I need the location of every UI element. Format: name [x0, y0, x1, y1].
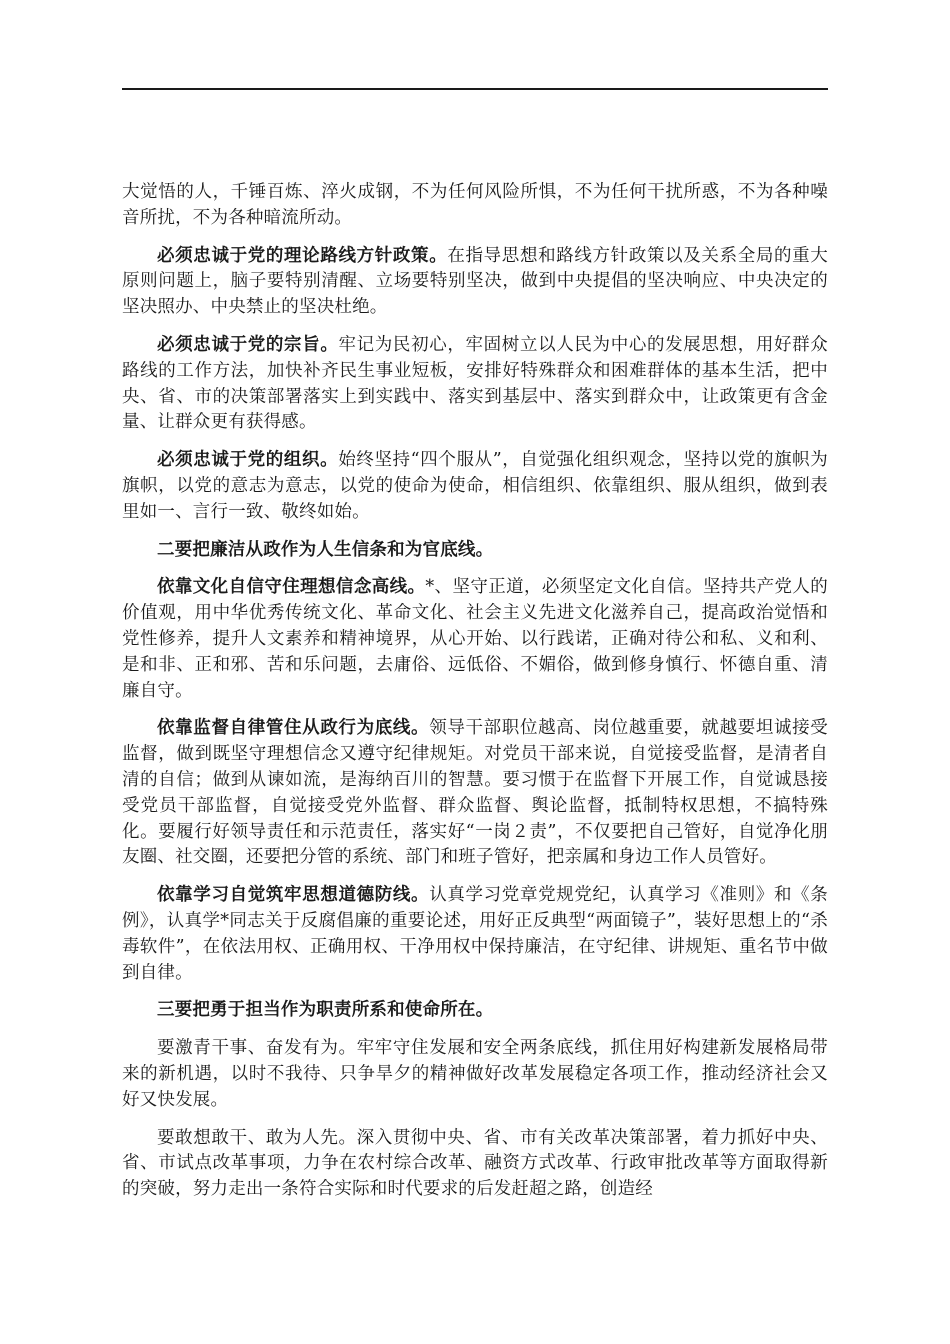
paragraph-11	[122, 1126, 828, 1203]
section-heading-text: 三要把勇于担当作为职责所系和使命所在。	[157, 1000, 494, 1021]
paragraph-text: 领导干部职位越高、岗位越重要，就越要坦诚接受监督，做到既坚守理想信念又遵守纪律规矩。对党员干部来说，自觉接受监督，是清者自清的自信；做到从谏如流，是海纳百川的智慧。要习惯于在监督下开展工作，自觉诚恳接受党员干部监督，自觉接受党外监督、群众监督、舆论监督，抵制特权思想，不搞特殊化。要履行好领导责任和示范责任，落实好“一岗２责”，不仅要把自己管好，自觉净化朋友圈、社交圈，还要把分管的系统、部门和班子管好，把亲属和身边工作人员管好。	[122, 718, 829, 868]
paragraph-lead: 依靠文化自信守住理想信念高线。	[157, 577, 426, 598]
paragraph-3	[122, 333, 828, 436]
paragraph-text: 认真学习党章党规党纪，认真学习《准则》和《条例》，认真学*同志关于反腐倡廉的重要论述，用好正反典型“两面镜子”，装好思想上的“杀毒软件”，在依法用权、正确用权、干净用权中保持廉洁，在守纪律、讲规矩、重名节中做到自律。	[122, 885, 829, 983]
paragraph-2	[122, 244, 828, 321]
paragraph-text: 在指导思想和路线方针政策以及关系全局的重大原则问题上，脑子要特别清醒、立场要特别坚决，做到中央提倡的坚决响应、中央决定的坚决照办、中央禁止的坚决杜绝。	[122, 245, 828, 318]
header-rule	[122, 88, 828, 90]
paragraph-text: *、坚守正道，必须坚定文化自信。坚持共产党人的价值观，用中华优秀传统文化、革命文化、社会主义先进文化滋养自己，提高政治觉悟和党性修养，提升人文素养和精神境界，从心开始、以行践诺，正确对待公和私、义和利、是和非、正和邪、苦和乐问题，去庸俗、远低俗、不媚俗，做到修身慎行、怀德自重、清廉自守。	[122, 577, 829, 701]
document-body	[122, 180, 828, 1215]
paragraph-lead: 依靠监督自律管住从政行为底线。	[157, 718, 430, 739]
paragraph-lead: 必须忠诚于党的组织。	[157, 450, 339, 471]
paragraph-7	[122, 716, 828, 871]
paragraph-lead: 必须忠诚于党的宗旨。	[157, 334, 339, 355]
paragraph-4	[122, 448, 828, 525]
paragraph-text: 牢记为民初心，牢固树立以人民为中心的发展思想，用好群众路线的工作方法，加快补齐民生事业短板，安排好特殊群众和困难群体的基本生活，把中央、省、市的决策部署落实上到实践中、落实到基层中、落实到群众中，让政策更有含金量、让群众更有获得感。	[122, 334, 829, 433]
paragraph-text: 要敢想敢干、敢为人先。深入贯彻中央、省、市有关改革决策部署，着力抓好中央、省、市试点改革事项，力争在农村综合改革、融资方式改革、行政审批改革等方面取得新的突破，努力走出一条符合实际和时代要求的后发赶超之路，创造经	[122, 1127, 828, 1200]
paragraph-6	[122, 575, 828, 704]
paragraph-text: 大觉悟的人，千锤百炼、淬火成钢，不为任何风险所惧，不为任何干扰所惑，不为各种噪音所扰，不为各种暗流所动。	[122, 182, 828, 228]
paragraph-lead: 依靠学习自觉筑牢思想道德防线。	[157, 885, 430, 906]
section-heading-3	[122, 998, 828, 1024]
paragraph-lead: 必须忠诚于党的理论路线方针政策。	[157, 245, 448, 266]
paragraph-10	[122, 1036, 828, 1113]
section-heading-text: 二要把廉洁从政作为人生信条和为官底线。	[157, 539, 494, 560]
paragraph-text: 始终坚持“四个服从”，自觉强化组织观念，坚持以党的旗帜为旗帜，以党的意志为意志，以党的使命为使命，相信组织、依靠组织、服从组织，做到表里如一、言行一致、敬终如始。	[122, 450, 829, 522]
paragraph-text: 要激青干事、奋发有为。牢牢守住发展和安全两条底线，抓住用好构建新发展格局带来的新机遇，以时不我待、只争旱夕的精神做好改革发展稳定各项工作，推动经济社会又好又快发展。	[122, 1038, 828, 1110]
paragraph-8	[122, 883, 828, 986]
section-heading-2	[122, 538, 828, 564]
paragraph-1	[122, 180, 828, 232]
